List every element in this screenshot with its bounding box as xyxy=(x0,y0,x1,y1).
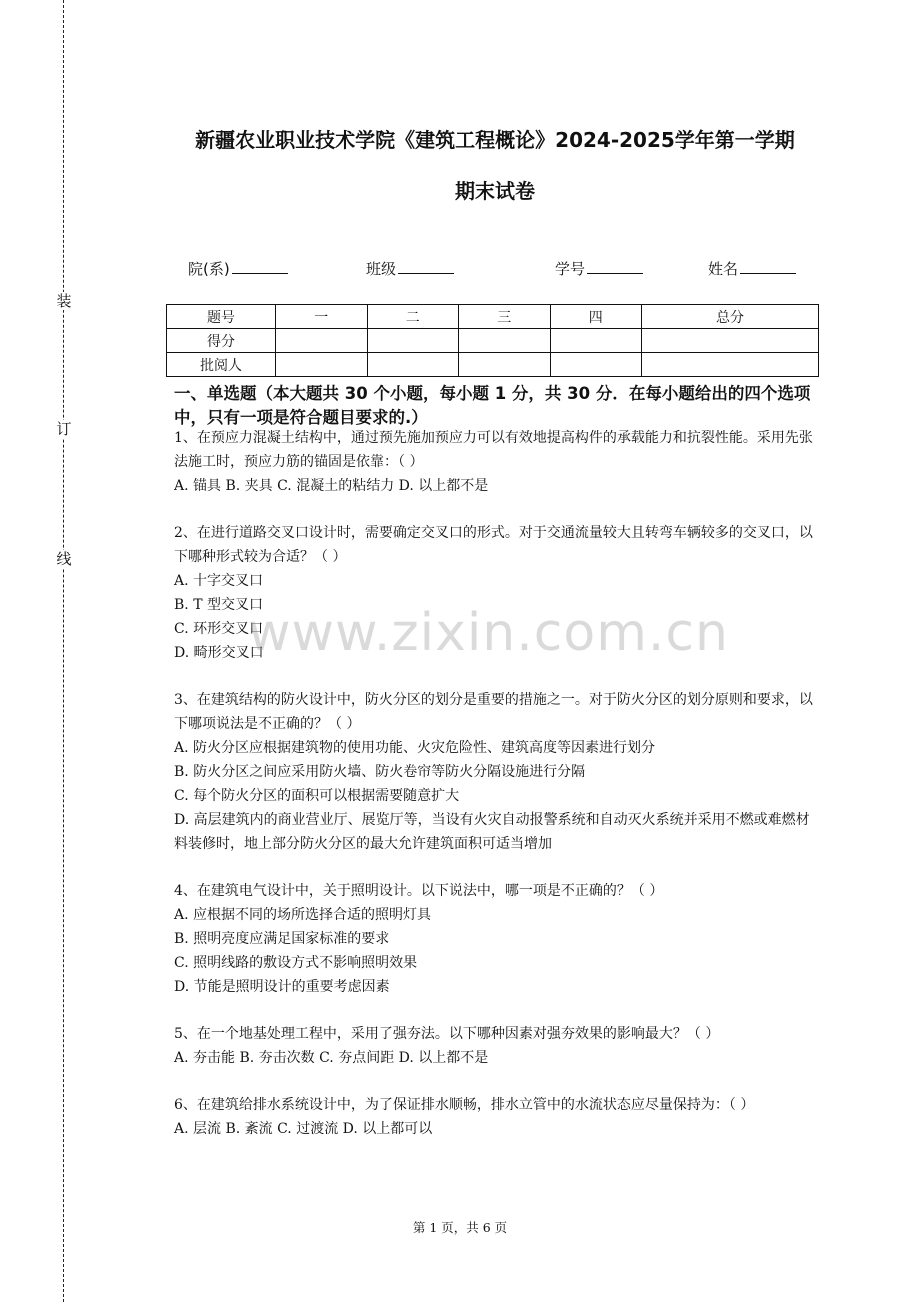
name-field[interactable] xyxy=(708,258,796,279)
option-c: C. 每个防火分区的面积可以根据需要随意扩大 xyxy=(174,788,460,804)
exam-subtitle: 期末试卷 xyxy=(455,179,535,203)
reviewer-cell[interactable] xyxy=(550,353,642,377)
question-4 xyxy=(174,879,822,999)
score-cell[interactable] xyxy=(459,329,551,353)
binding-char-ding: 订 xyxy=(56,420,72,438)
reviewer-cell[interactable] xyxy=(367,353,459,377)
header-cell: 四 xyxy=(550,305,642,329)
reviewer-row xyxy=(167,353,819,377)
question-list xyxy=(174,426,822,1164)
dept-label: 院(系) xyxy=(188,260,230,278)
reviewer-cell[interactable] xyxy=(642,353,819,377)
score-cell[interactable] xyxy=(550,329,642,353)
question-stem: 2、在进行道路交叉口设计时，需要确定交叉口的形式。对于交通流量较大且转弯车辆较多的交叉口，以下哪种形式较为合适？（ ） xyxy=(174,525,813,565)
question-stem: 1、在预应力混凝土结构中，通过预先施加预应力可以有效地提高构件的承载能力和抗裂性能。采用先张法施工时，预应力筋的锚固是依靠：（ ） xyxy=(174,430,813,470)
page-footer: 第 1 页，共 6 页 xyxy=(412,1220,508,1235)
header-cell: 总分 xyxy=(642,305,819,329)
option-a: A. 应根据不同的场所选择合适的照明灯具 xyxy=(174,907,432,923)
exam-title: 新疆农业职业技术学院《建筑工程概论》2024-2025学年第一学期 xyxy=(195,128,795,152)
score-cell[interactable] xyxy=(276,329,368,353)
option-a: A. 防火分区应根据建筑物的使用功能、火灾危险性、建筑高度等因素进行划分 xyxy=(174,740,656,756)
header-cell: 二 xyxy=(367,305,459,329)
score-table xyxy=(166,304,819,377)
row-label: 批阅人 xyxy=(167,353,276,377)
student-info-row xyxy=(0,258,920,280)
binding-char-xian: 线 xyxy=(56,550,72,568)
question-stem: 6、在建筑给排水系统设计中，为了保证排水顺畅，排水立管中的水流状态应尽量保持为：（ ） xyxy=(174,1097,755,1113)
option-c: C. 照明线路的敷设方式不影响照明效果 xyxy=(174,955,418,971)
row-label: 得分 xyxy=(167,329,276,353)
binding-char-zhuang: 装 xyxy=(56,292,72,310)
question-options: A. 锚具 B. 夹具 C. 混凝土的粘结力 D. 以上都不是 xyxy=(174,478,489,494)
option-c: C. 环形交叉口 xyxy=(174,621,264,637)
score-cell[interactable] xyxy=(367,329,459,353)
question-stem: 4、在建筑电气设计中，关于照明设计。以下说法中，哪一项是不正确的？（ ） xyxy=(174,883,664,899)
question-options: A. 夯击能 B. 夯击次数 C. 夯点间距 D. 以上都不是 xyxy=(174,1050,489,1066)
question-5 xyxy=(174,1022,822,1070)
dept-field[interactable] xyxy=(188,258,288,279)
option-b: B. 防火分区之间应采用防火墙、防火卷帘等防火分隔设施进行分隔 xyxy=(174,764,586,780)
option-b: B. T 型交叉口 xyxy=(174,597,263,613)
score-table-header-row xyxy=(167,305,819,329)
name-blank[interactable] xyxy=(740,258,796,274)
class-field[interactable] xyxy=(366,258,454,279)
reviewer-cell[interactable] xyxy=(276,353,368,377)
question-3 xyxy=(174,688,822,856)
score-cell[interactable] xyxy=(642,329,819,353)
header-cell: 一 xyxy=(276,305,368,329)
watermark: www.zixin.com.cn xyxy=(248,603,729,663)
question-stem: 5、在一个地基处理工程中，采用了强夯法。以下哪种因素对强夯效果的影响最大？（ ） xyxy=(174,1026,720,1042)
option-b: B. 照明亮度应满足国家标准的要求 xyxy=(174,931,390,947)
question-6 xyxy=(174,1093,822,1141)
class-blank[interactable] xyxy=(398,258,454,274)
name-label: 姓名 xyxy=(708,260,739,278)
student-id-label: 学号 xyxy=(555,260,586,278)
question-1 xyxy=(174,426,822,498)
class-label: 班级 xyxy=(366,260,397,278)
header-cell: 三 xyxy=(459,305,551,329)
option-d: D. 畸形交叉口 xyxy=(174,645,264,661)
student-id-blank[interactable] xyxy=(587,258,643,274)
score-row xyxy=(167,329,819,353)
student-id-field[interactable] xyxy=(555,258,643,279)
header-cell: 题号 xyxy=(167,305,276,329)
option-a: A. 十字交叉口 xyxy=(174,573,264,589)
question-stem: 3、在建筑结构的防火设计中，防火分区的划分是重要的措施之一。对于防火分区的划分原则和要求，以下哪项说法是不正确的？（ ） xyxy=(174,692,813,732)
question-options: A. 层流 B. 紊流 C. 过渡流 D. 以上都可以 xyxy=(174,1121,433,1137)
option-d: D. 节能是照明设计的重要考虑因素 xyxy=(174,979,390,995)
option-d: D. 高层建筑内的商业营业厅、展览厅等，当设有火灾自动报警系统和自动灭火系统并采用不燃或难燃材料装修时，地上部分防火分区的最大允许建筑面积可适当增加 xyxy=(174,812,810,852)
dept-blank[interactable] xyxy=(232,258,288,274)
binding-line xyxy=(63,0,64,1302)
reviewer-cell[interactable] xyxy=(459,353,551,377)
section-heading: 一、单选题（本大题共 30 个小题，每小题 1 分，共 30 分．在每小题给出的四个选项中，只有一项是符合题目要求的.） xyxy=(174,384,811,427)
